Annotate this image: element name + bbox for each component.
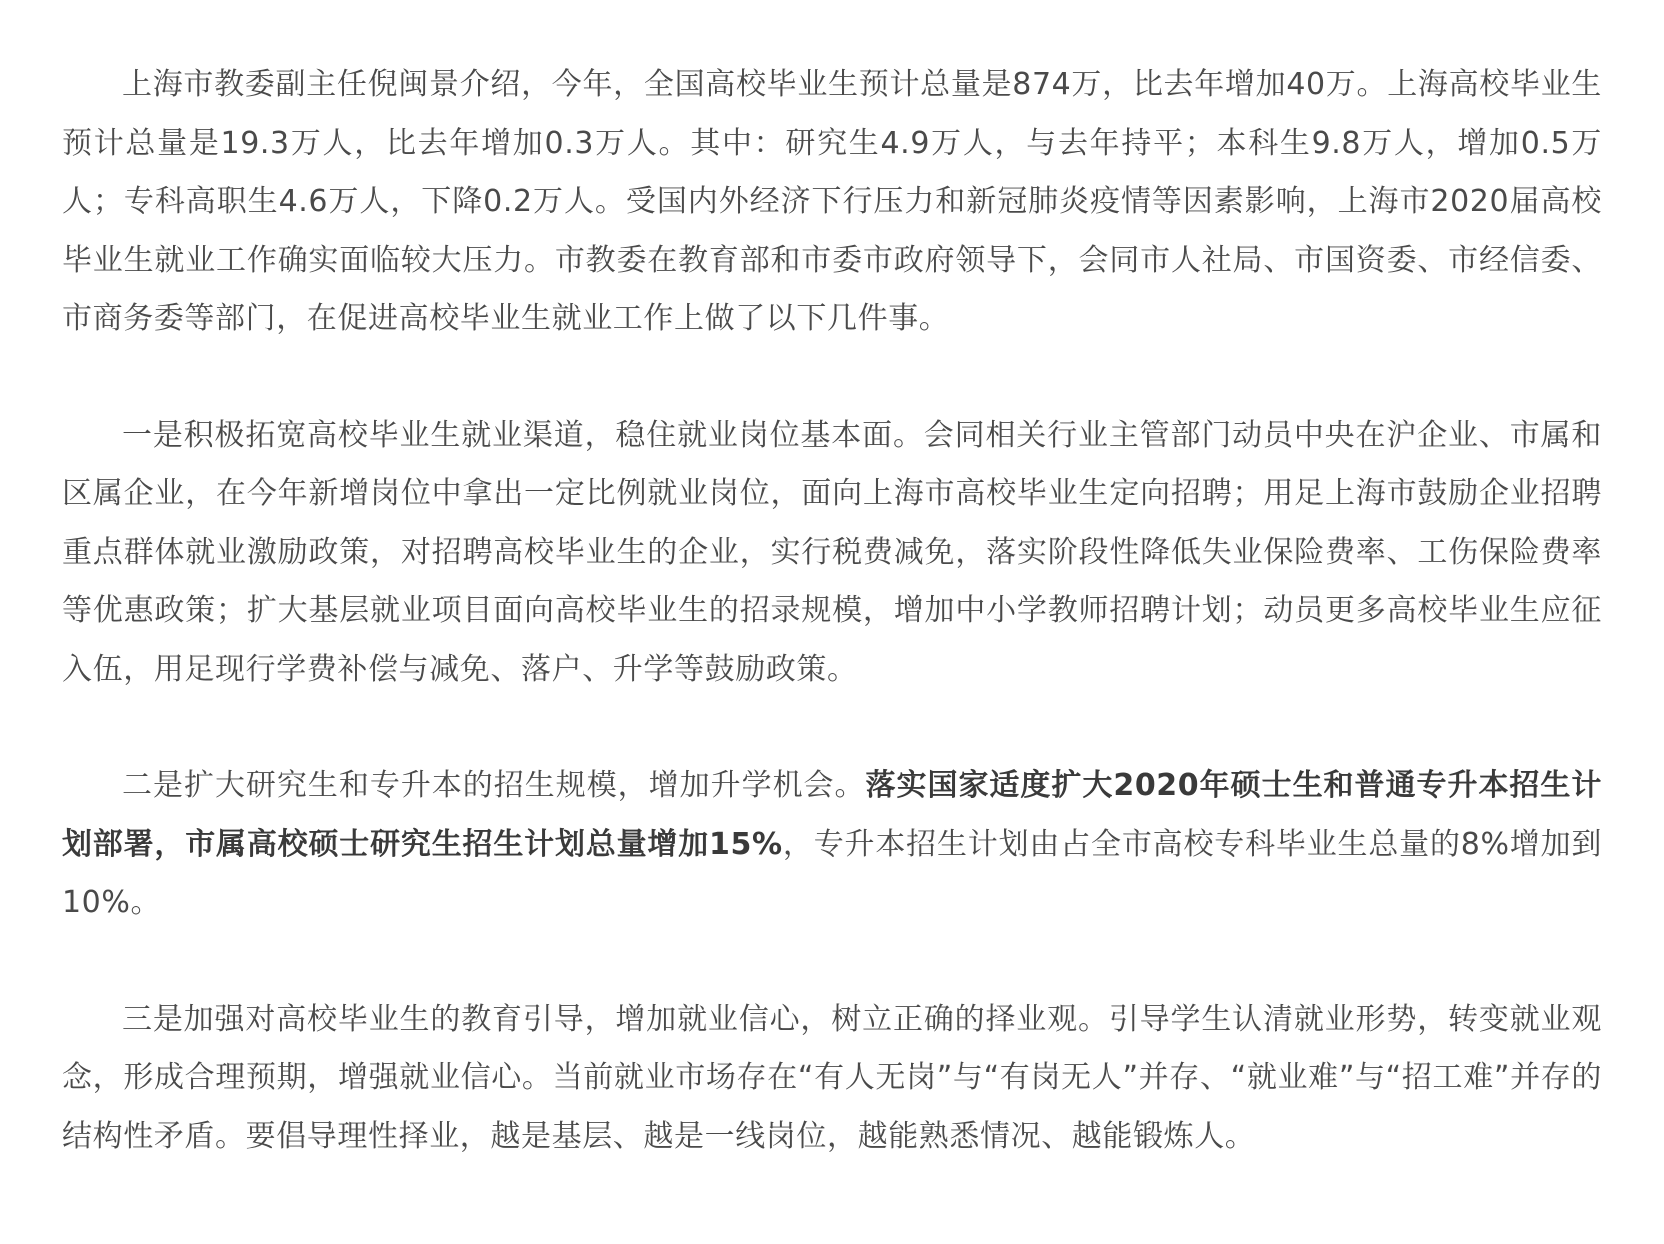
paragraph-intro: 上海市教委副主任倪闽景介绍，今年，全国高校毕业生预计总量是874万，比去年增加40万。上海高校毕业生预计总量是19.3万人，比去年增加0.3万人。其中：研究生4.9万人，与去年持平；本科生9.8万人，增加0.5万人；专科高职生4.6万人，下降0.2万人。受国内外经济下行压力和新冠肺炎疫情等因素影响，上海市2020届高校毕业生就业工作确实面临较大压力。市教委在教育部和市委市政府领导下，会同市人社局、市国资委、市经信委、市商务委等部门，在促进高校毕业生就业工作上做了以下几件事。 [62,67,1602,336]
point-two-tail: ，专升本招生计划由占全市高校专科毕业生总量的8%增加到10%。 [62,826,1602,920]
article-body [62,56,1602,1166]
point-two-lead: 二是扩大研究生和专升本的招生规模，增加升学机会。 [122,768,866,803]
point-two-bold-text: 落实国家适度扩大2020年硕士生和普通专升本招生计划部署，市属高校硕士研究生招生计划总量增加15% [62,768,1602,862]
paragraph-point-two [62,757,1602,933]
paragraph-point-one: 一是积极拓宽高校毕业生就业渠道，稳住就业岗位基本面。会同相关行业主管部门动员中央在沪企业、市属和区属企业，在今年新增岗位中拿出一定比例就业岗位，面向上海市高校毕业生定向招聘；用足上海市鼓励企业招聘重点群体就业激励政策，对招聘高校毕业生的企业，实行税费减免，落实阶段性降低失业保险费率、工伤保险费率等优惠政策；扩大基层就业项目面向高校毕业生的招录规模，增加中小学教师招聘计划；动员更多高校毕业生应征入伍，用足现行学费补偿与减免、落户、升学等鼓励政策。 [62,417,1602,687]
paragraph-point-three: 三是加强对高校毕业生的教育引导，增加就业信心，树立正确的择业观。引导学生认清就业形势，转变就业观念，形成合理预期，增强就业信心。当前就业市场存在“有人无岗”与“有岗无人”并存、“就业难”与“招工难”并存的结构性矛盾。要倡导理性择业，越是基层、越是一线岗位，越能熟悉情况、越能锻炼人。 [62,1001,1602,1154]
